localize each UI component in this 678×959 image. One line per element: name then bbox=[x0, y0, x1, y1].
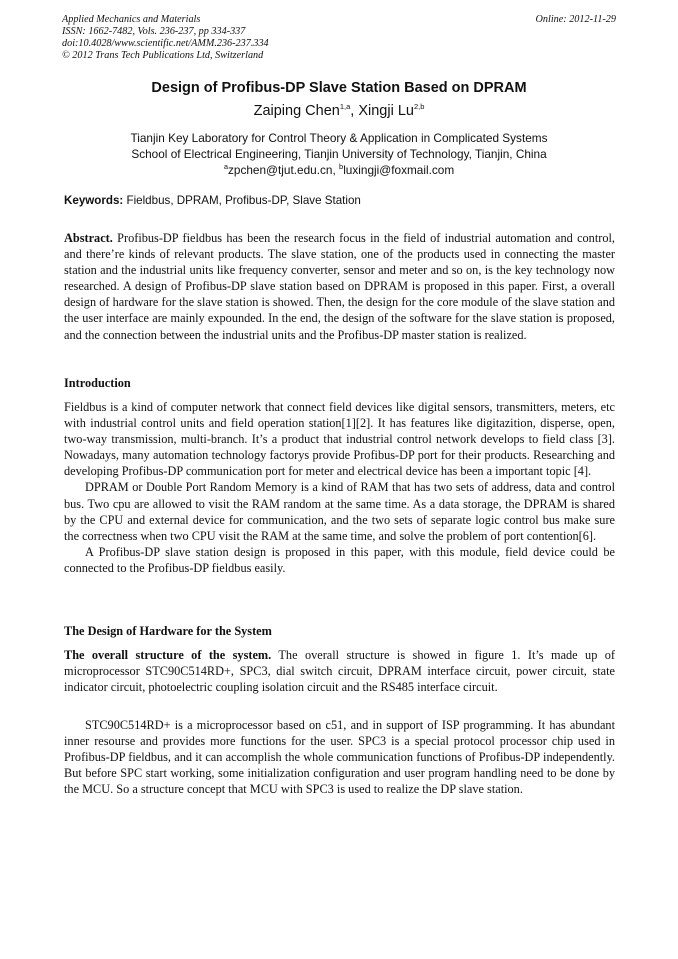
journal-header bbox=[62, 14, 616, 62]
email-address: zpchen@tjut.edu.cn, bbox=[228, 162, 340, 177]
affiliation-block bbox=[62, 131, 616, 178]
paragraph: DPRAM or Double Port Random Memory is a kind of RAM that has two sets of address, data and control bus. Two cpu are allowed to visit the RAM random at the same time. As a data storage, the DPRAM is shared by the CPU and external device for communication, and the two sets of separate logic control bus make sure the correctness when two CPU visit the RAM at the same time, and solve the problem of port contention[6]. bbox=[64, 480, 615, 543]
paragraph-text: The overall structure is showed in figure 1. It’s made up of microprocessor STC90C514RD+, SPC3, dial switch circuit, DPRAM interface circuit, power circuit, state indicator circuit, photoelectric coupling isolation circuit and the RS485 interface circuit. bbox=[64, 648, 615, 695]
keywords-text: Fieldbus, DPRAM, Profibus-DP, Slave Station bbox=[123, 194, 361, 207]
author-name: Xingji Lu bbox=[358, 103, 414, 119]
author-separator: , bbox=[350, 103, 359, 119]
section-heading-introduction: Introduction bbox=[64, 376, 131, 390]
email-line bbox=[62, 163, 616, 179]
keywords-label: Keywords: bbox=[64, 194, 124, 207]
hardware-body bbox=[64, 647, 615, 695]
journal-name: Applied Mechanics and Materials bbox=[62, 14, 201, 25]
issn-line: ISSN: 1662-7482, Vols. 236-237, pp 334-337 bbox=[62, 26, 246, 37]
paragraph: Fieldbus is a kind of computer network that connect field devices like digital sensors, transmitters, meters, etc with industrial control units and field operation station[1][2]. It has features like digitazition, disperse, open, two-way transmission, multi-branch. It’s a product that industrial control network develops to field class [3]. Nowadays, many automation technology factorys provide Profibus-DP port for their products. Researching and developing Profibus-DP communication port for meter and electrical device has been a important topic [4]. bbox=[64, 400, 615, 479]
paragraph: A Profibus-DP slave station design is proposed in this paper, with this module, field device could be connected to the Profibus-DP fieldbus easily. bbox=[64, 544, 615, 575]
copyright-line: © 2012 Trans Tech Publications Ltd, Switzerland bbox=[62, 50, 264, 61]
author-superscript: 2,b bbox=[413, 102, 425, 112]
doi-line: doi:10.4028/www.scientific.net/AMM.236-237.334 bbox=[62, 38, 269, 49]
affiliation-line: School of Electrical Engineering, Tianjin University of Technology, Tianjin, China bbox=[131, 146, 547, 161]
email-superscript: a bbox=[223, 161, 228, 171]
author-line bbox=[62, 103, 616, 119]
introduction-body bbox=[64, 399, 615, 576]
email-address: luxingji@foxmail.com bbox=[343, 162, 455, 177]
affiliation-line: Tianjin Key Laboratory for Control Theory & Application in Complicated Systems bbox=[130, 131, 548, 145]
abstract-block bbox=[64, 230, 615, 343]
online-date: Online: 2012-11-29 bbox=[535, 14, 616, 25]
author-superscript: 1,a bbox=[339, 102, 351, 112]
email-superscript: b bbox=[339, 161, 344, 171]
abstract-text: Profibus-DP fieldbus has been the research focus in the field of industrial automation and control, and there’re kinds of relevant products. The slave station, one of the products used in connecting the master station and the industrial units like frequency converter, sensor and meter and so on, is the key technology now researched. A design of Profibus-DP slave station based on DPRAM is proposed in this paper. First, a overall design of hardware for the slave station is showed. Then, the design for the core module of the slave station and the user interface are mainly expounded. In the end, the design of the software for the slave station is proposed, and the connection between the industrial units and the Profibus-DP master station is realized. bbox=[64, 231, 615, 342]
keywords-line bbox=[64, 194, 616, 207]
hardware-body-2 bbox=[64, 717, 615, 797]
subsection-label: The overall structure of the system. bbox=[64, 648, 272, 662]
section-heading-hardware: The Design of Hardware for the System bbox=[64, 624, 272, 638]
paragraph: STC90C514RD+ is a microprocessor based on c51, and in support of ISP programming. It has abundant inner resourse and provides more functions for the user. SPC3 is a special protocol processor chip used in Profibus-DP fieldbus, and it can accomplish the whole communication functions of Profibus-DP independently. But before SPC start working, some initialization configuration and user program handling need to be done by the MCU. So a structure concept that MCU with SPC3 is used to realize the DP slave station. bbox=[64, 718, 615, 797]
abstract-label: Abstract. bbox=[64, 231, 113, 245]
author-name: Zaiping Chen bbox=[253, 103, 340, 119]
paper-title: Design of Profibus-DP Slave Station Based on DPRAM bbox=[151, 80, 527, 96]
